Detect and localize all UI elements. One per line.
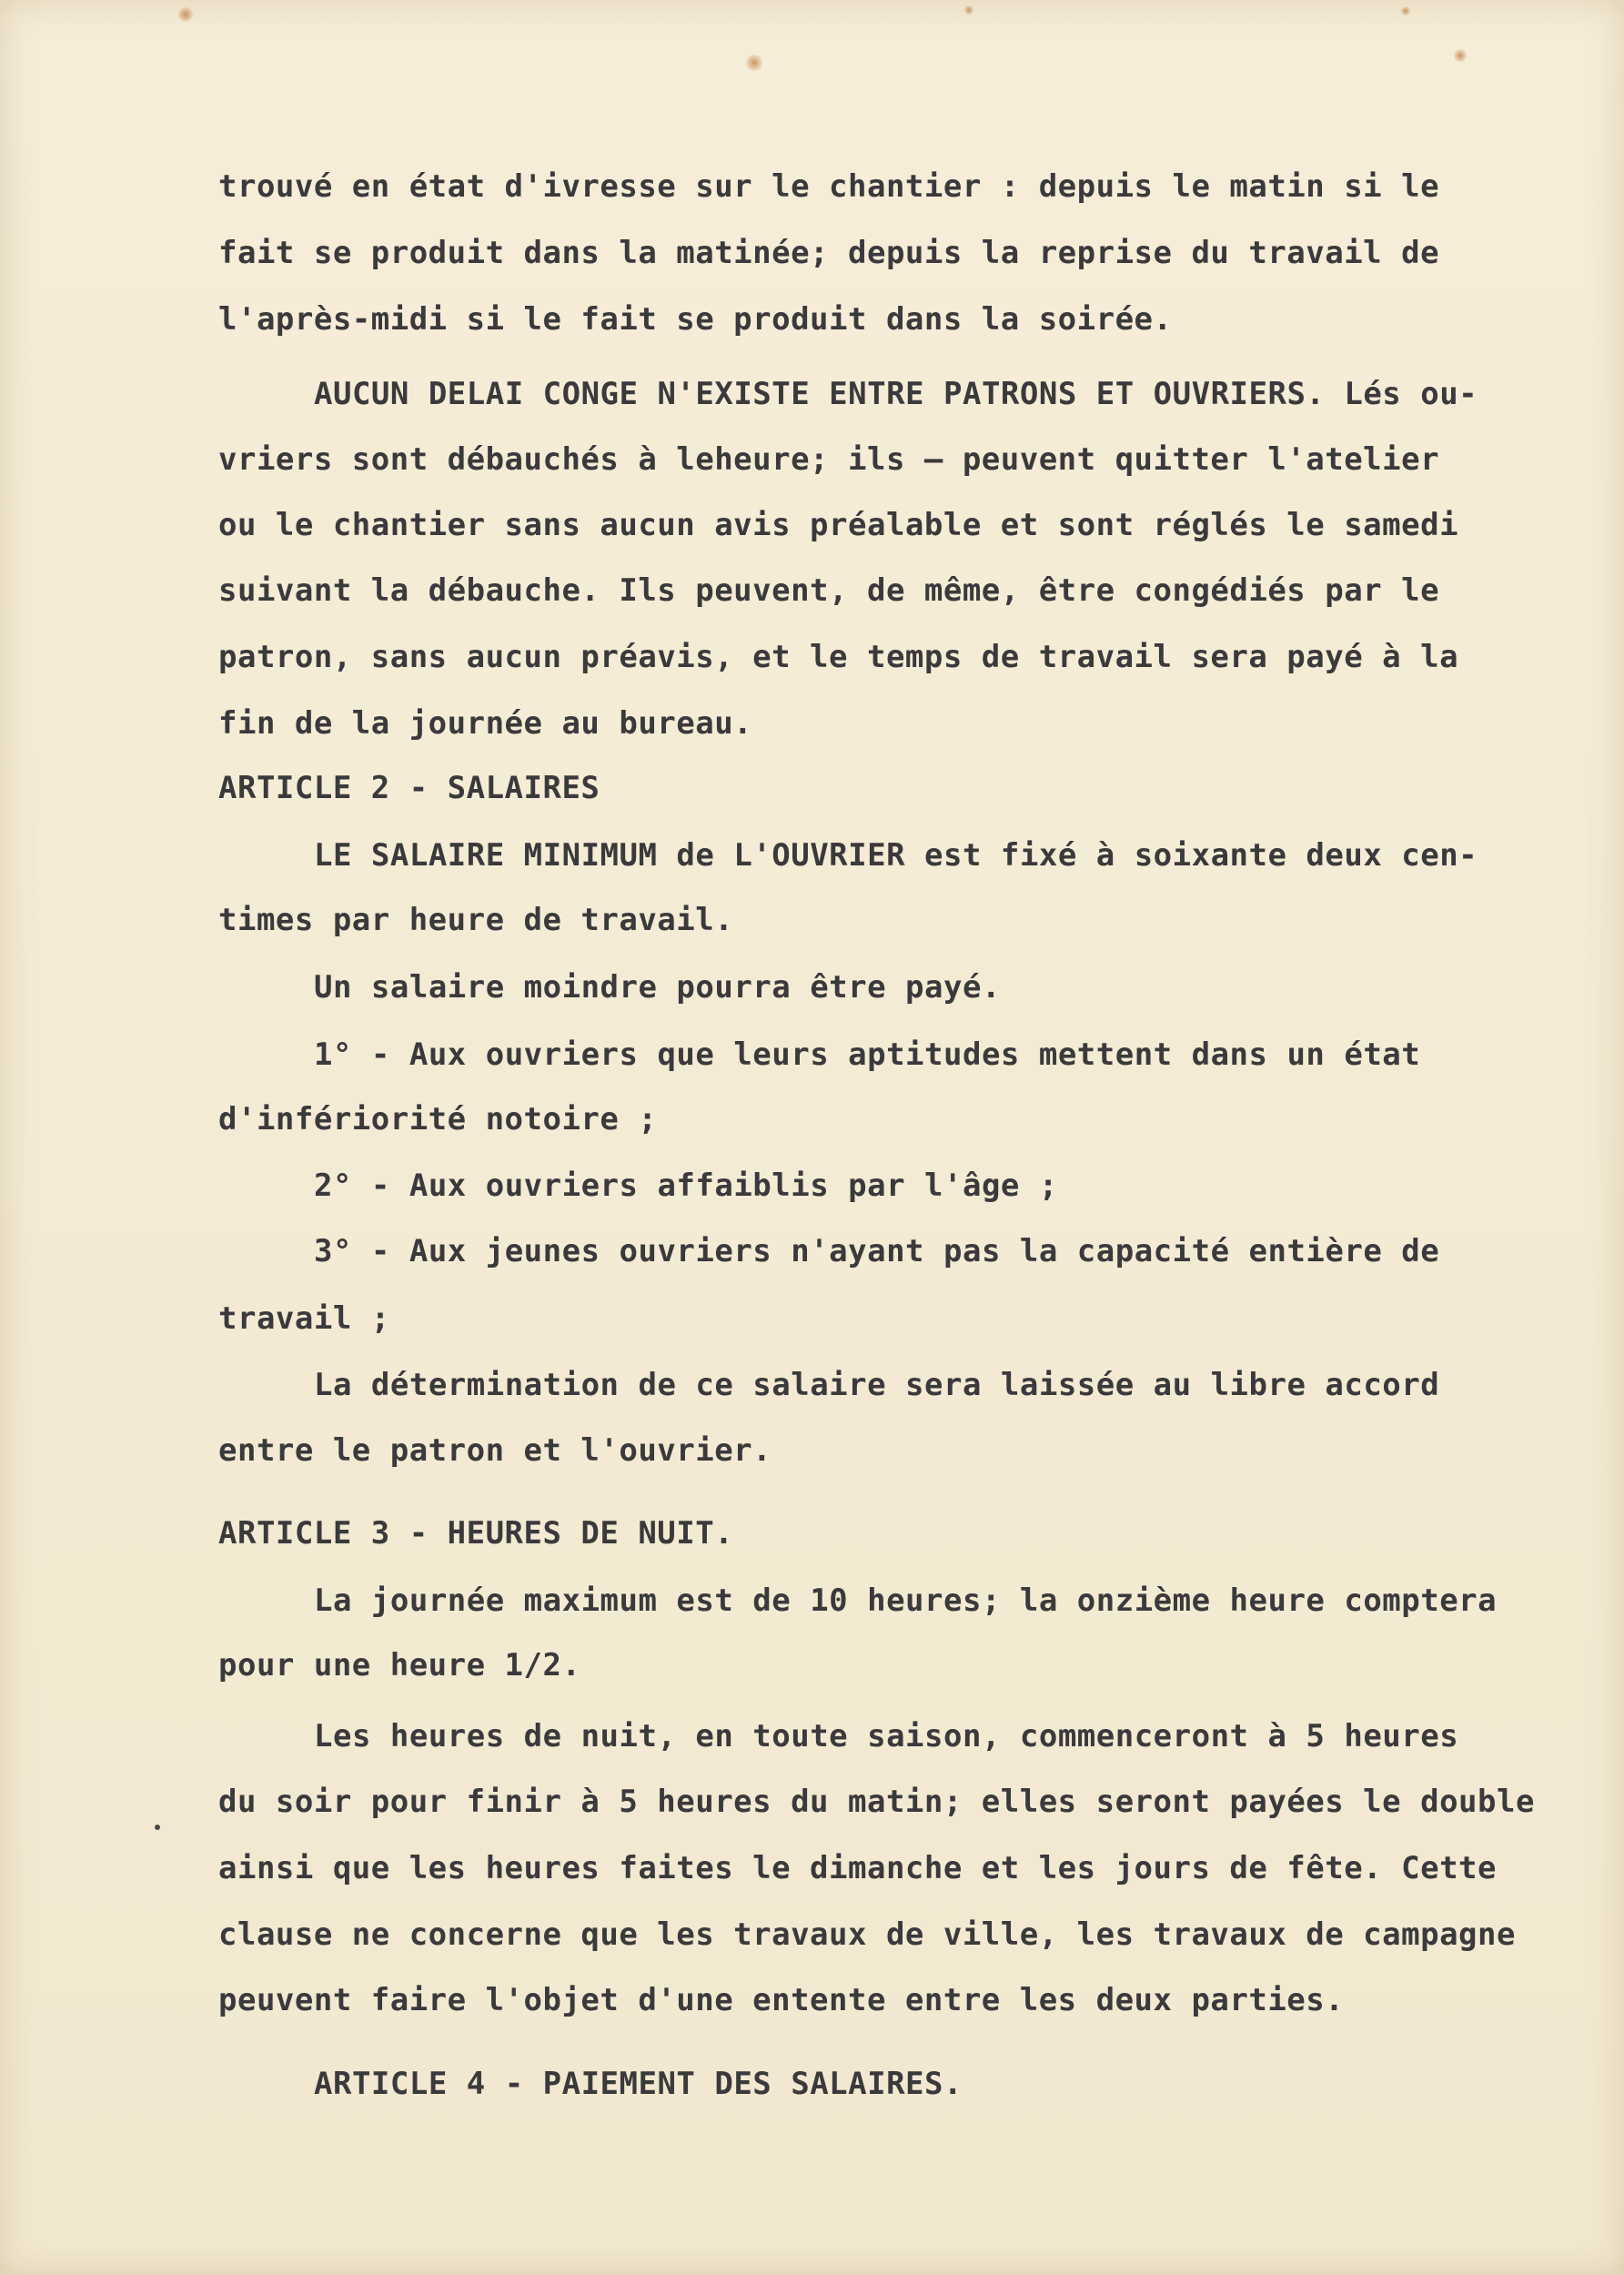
text-line: pour une heure 1/2. [218, 1647, 581, 1684]
text-line: 3° - Aux jeunes ouvriers n'ayant pas la capacité entière de [314, 1233, 1440, 1269]
text-line: ainsi que les heures faites le dimanche et les jours de fête. Cette [218, 1850, 1497, 1886]
text-line: Un salaire moindre pourra être payé. [314, 969, 1001, 1006]
stain-spot [1401, 6, 1410, 15]
text-line: times par heure de travail. [218, 902, 734, 938]
text-line: entre le patron et l'ouvrier. [218, 1432, 772, 1469]
text-line: suivant la débauche. Ils peuvent, de même, être congédiés par le [218, 572, 1440, 609]
text-line: La détermination de ce salaire sera laissée au libre accord [314, 1367, 1440, 1403]
text-line: patron, sans aucun préavis, et le temps de travail sera payé à la [218, 639, 1459, 675]
article-2-heading: ARTICLE 2 - SALAIRES [218, 770, 600, 806]
text-line: LE SALAIRE MINIMUM de L'OUVRIER est fixé à soixante deux cen- [314, 837, 1478, 874]
text-line: 2° - Aux ouvriers affaiblis par l'âge ; [314, 1168, 1058, 1204]
text-line: clause ne concerne que les travaux de ville, les travaux de campagne [218, 1916, 1516, 1953]
text-line: d'infériorité notoire ; [218, 1101, 658, 1138]
text-line: fait se produit dans la matinée; depuis la reprise du travail de [218, 235, 1440, 271]
stain-spot [964, 5, 973, 15]
text-line: 1° - Aux ouvriers que leurs aptitudes mettent dans un état [314, 1036, 1421, 1073]
text-line: trouvé en état d'ivresse sur le chantier : depuis le matin si le [218, 168, 1440, 205]
text-line: peuvent faire l'objet d'une entente entre les deux parties. [218, 1982, 1345, 2018]
stain-spot [178, 7, 193, 22]
article-3-heading: ARTICLE 3 - HEURES DE NUIT. [218, 1515, 734, 1552]
text-line: travail ; [218, 1300, 390, 1337]
article-4-heading: ARTICLE 4 - PAIEMENT DES SALAIRES. [314, 2066, 963, 2102]
stain-spot [746, 55, 762, 71]
text-line: ou le chantier sans aucun avis préalable et sont réglés le samedi [218, 507, 1459, 543]
stain-spot [1454, 49, 1467, 62]
text-line: l'après-midi si le fait se produit dans la soirée. [218, 301, 1173, 338]
text-line: Les heures de nuit, en toute saison, commenceront à 5 heures [314, 1718, 1459, 1754]
text-line: du soir pour finir à 5 heures du matin; elles seront payées le double [218, 1784, 1535, 1820]
ink-dot [155, 1825, 160, 1830]
text-line: AUCUN DELAI CONGE N'EXISTE ENTRE PATRONS ET OUVRIERS. Lés ou- [314, 376, 1478, 412]
text-line: fin de la journée au bureau. [218, 705, 753, 742]
text-line: vriers sont débauchés à leheure; ils — peuvent quitter l'atelier [218, 441, 1440, 478]
text-line: La journée maximum est de 10 heures; la onzième heure comptera [314, 1582, 1498, 1619]
